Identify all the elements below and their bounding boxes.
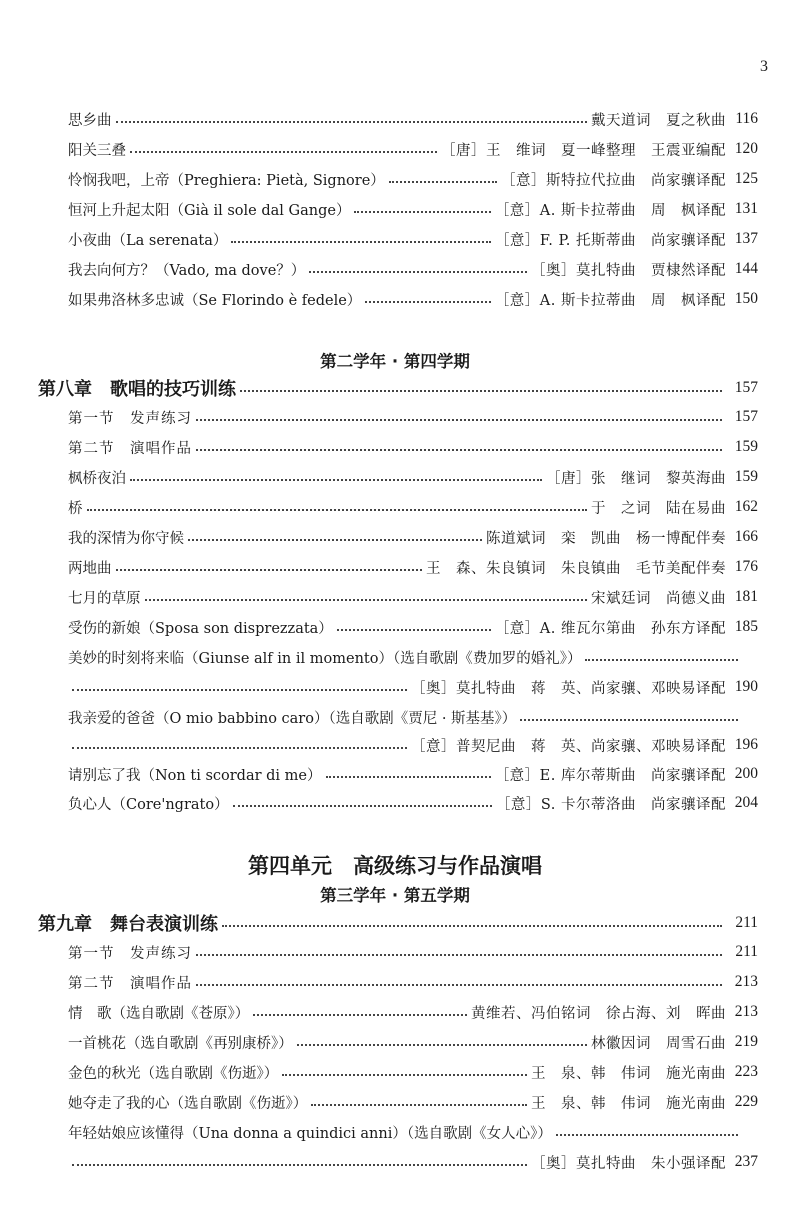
leader-dots: [326, 776, 491, 778]
entry-credit: ［意］E. 库尔蒂斯曲 尚家骧译配: [494, 767, 726, 784]
entry-credit: ［意］A. 维瓦尔第曲 孙东方译配: [494, 620, 726, 637]
entry-page: 131: [734, 200, 758, 217]
entry-title: 第二节 演唱作品: [68, 975, 192, 992]
toc-entry[interactable]: [68, 1090, 758, 1114]
entry-page: 229: [734, 1093, 758, 1110]
entry-title: 思乡曲: [68, 112, 112, 129]
entry-title: 枫桥夜泊: [68, 470, 126, 487]
entry-credit: 王 泉、韩 伟词 施光南曲: [531, 1065, 726, 1082]
entry-title: 我亲爱的爸爸（O mio babbino caro）（选自歌剧《贾尼 · 斯基基》）: [68, 710, 517, 727]
entry-page: 200: [734, 765, 758, 782]
entry-credit: ［意］斯特拉代拉曲 尚家骧译配: [501, 172, 726, 189]
entry-title: 我去向何方？（Vado, ma dove？）: [68, 262, 306, 279]
entry-page: 223: [734, 1063, 758, 1080]
entry-page: 159: [734, 438, 758, 455]
entry-credit: ［意］A. 斯卡拉蒂曲 周 枫译配: [494, 202, 726, 219]
entry-title: 年轻姑娘应该懂得（Una donna a quindici anni）（选自歌剧《女人心》）: [68, 1125, 552, 1142]
leader-dots: [585, 659, 738, 661]
leader-dots: [188, 539, 482, 541]
toc-entry[interactable]: [68, 1120, 758, 1144]
entry-page: 166: [734, 528, 758, 545]
entry-title: 我的深情为你守候: [68, 530, 184, 547]
page-number: 3: [760, 58, 768, 75]
entry-title: 怜悯我吧，上帝（Preghiera: Pietà, Signore）: [68, 172, 385, 189]
entry-page: 120: [734, 140, 758, 157]
entry-credit: ［奥］莫扎特曲 朱小强译配: [531, 1155, 726, 1172]
entry-page: 196: [734, 736, 758, 753]
entry-credit: ［唐］王 维词 夏一峰整理 王震亚编配: [441, 142, 726, 159]
entry-page: 181: [734, 588, 758, 605]
toc-entry[interactable]: [68, 762, 758, 786]
toc-entry-continuation[interactable]: [68, 675, 758, 699]
toc-entry[interactable]: [68, 137, 758, 161]
leader-dots: [556, 1134, 738, 1136]
entry-title: 第一节 发声练习: [68, 945, 192, 962]
entry-title: 桥: [68, 500, 83, 517]
leader-dots: [196, 419, 722, 421]
entry-page: 176: [734, 558, 758, 575]
entry-title: 负心人（Core'ngrato）: [68, 796, 229, 813]
entry-title: 小夜曲（La serenata）: [68, 232, 228, 249]
entry-title: 情 歌（选自歌剧《苍原》）: [68, 1005, 250, 1022]
entry-credit: 于 之词 陆在易曲: [591, 500, 726, 517]
leader-dots: [389, 181, 497, 183]
entry-title: 第一节 发声练习: [68, 410, 192, 427]
toc-entry[interactable]: [68, 107, 758, 131]
entry-credit: ［意］A. 斯卡拉蒂曲 周 枫译配: [494, 292, 726, 309]
toc-section[interactable]: [68, 940, 758, 964]
entry-page: 190: [734, 678, 758, 695]
entry-credit: ［意］S. 卡尔蒂洛曲 尚家骧译配: [495, 796, 726, 813]
entry-credit: ［意］F. P. 托斯蒂曲 尚家骧译配: [494, 232, 726, 249]
semester-heading: 第三学年 · 第五学期: [320, 886, 470, 905]
entry-page: 137: [734, 230, 758, 247]
entry-page: 204: [734, 794, 758, 811]
semester-heading: 第二学年 · 第四学期: [320, 352, 470, 371]
leader-dots: [231, 241, 491, 243]
entry-credit: 王 泉、韩 伟词 施光南曲: [531, 1095, 726, 1112]
toc-entry[interactable]: [68, 197, 758, 221]
entry-credit: 陈道斌词 栾 凯曲 杨一博配伴奏: [486, 530, 726, 547]
entry-page: 157: [734, 408, 758, 425]
entry-credit: 林徽因词 周雪石曲: [591, 1035, 726, 1052]
leader-dots: [196, 954, 722, 956]
leader-dots: [282, 1074, 527, 1076]
chapter-heading[interactable]: [38, 911, 758, 935]
chapter-title: 第八章 歌唱的技巧训练: [38, 379, 236, 400]
chapter-title: 第九章 舞台表演训练: [38, 914, 218, 935]
leader-dots: [233, 805, 492, 807]
leader-dots: [222, 925, 722, 927]
leader-dots: [196, 449, 722, 451]
toc-entry[interactable]: [68, 227, 758, 251]
leader-dots: [72, 1164, 527, 1166]
leader-dots: [365, 301, 490, 303]
toc-entry[interactable]: [68, 615, 758, 639]
toc-entry[interactable]: [68, 1030, 758, 1054]
entry-title: 金色的秋光（选自歌剧《伤逝》）: [68, 1065, 279, 1082]
toc-entry[interactable]: [68, 495, 758, 519]
leader-dots: [87, 509, 588, 511]
entry-page: 219: [734, 1033, 758, 1050]
toc-entry[interactable]: [68, 287, 758, 311]
leader-dots: [311, 1104, 527, 1106]
toc-entry[interactable]: [68, 705, 758, 729]
entry-page: 116: [735, 110, 758, 127]
toc-entry[interactable]: [68, 1060, 758, 1084]
leader-dots: [253, 1014, 467, 1016]
toc-entry[interactable]: [68, 1000, 758, 1024]
leader-dots: [337, 629, 491, 631]
entry-title: 第二节 演唱作品: [68, 440, 192, 457]
toc-section[interactable]: [68, 970, 758, 994]
leader-dots: [520, 719, 738, 721]
toc-entry-continuation[interactable]: [68, 1150, 758, 1174]
entry-title: 恒河上升起太阳（Già il sole dal Gange）: [68, 202, 351, 219]
entry-title: 一首桃花（选自歌剧《再别康桥》）: [68, 1035, 293, 1052]
toc-entry[interactable]: [68, 525, 758, 549]
leader-dots: [309, 271, 527, 273]
toc-entry[interactable]: [68, 257, 758, 281]
entry-credit: 王 森、朱良镇词 朱良镇曲 毛节美配伴奏: [426, 560, 726, 577]
entry-title: 她夺走了我的心（选自歌剧《伤逝》）: [68, 1095, 308, 1112]
leader-dots: [130, 151, 437, 153]
chapter-heading[interactable]: [38, 376, 758, 400]
entry-credit: 黄维若、冯伯铭词 徐占海、刘 晖曲: [471, 1005, 726, 1022]
entry-title: 美妙的时刻将来临（Giunse alf in il momento）（选自歌剧《费加罗的婚礼》）: [68, 650, 582, 667]
entry-page: 237: [734, 1153, 758, 1170]
chapter-page: 157: [734, 379, 758, 396]
entry-page: 125: [734, 170, 758, 187]
leader-dots: [72, 747, 407, 749]
toc-entry[interactable]: [68, 167, 758, 191]
toc-entry[interactable]: [68, 585, 758, 609]
toc-section[interactable]: [68, 435, 758, 459]
leader-dots: [297, 1044, 587, 1046]
entry-title: 两地曲: [68, 560, 112, 577]
entry-page: 213: [734, 973, 758, 990]
leader-dots: [116, 569, 423, 571]
entry-page: 150: [734, 290, 758, 307]
entry-page: 213: [734, 1003, 758, 1020]
toc-entry-continuation[interactable]: [68, 733, 758, 757]
leader-dots: [145, 599, 588, 601]
toc-entry[interactable]: [68, 555, 758, 579]
chapter-page: 211: [735, 914, 758, 931]
leader-dots: [72, 689, 407, 691]
leader-dots: [130, 479, 542, 481]
entry-page: 185: [734, 618, 758, 635]
toc-entry[interactable]: [68, 791, 758, 815]
entry-title: 请别忘了我（Non ti scordar di me）: [68, 767, 322, 784]
leader-dots: [196, 984, 722, 986]
entry-page: 159: [734, 468, 758, 485]
entry-page: 144: [734, 260, 758, 277]
leader-dots: [116, 121, 588, 123]
entry-credit: ［意］普契尼曲 蒋 英、尚家骧、邓映易译配: [411, 738, 726, 755]
entry-page: 211: [735, 943, 758, 960]
entry-title: 受伤的新娘（Sposa son disprezzata）: [68, 620, 333, 637]
entry-title: 阳关三叠: [68, 142, 126, 159]
unit-heading: 第四单元 高级练习与作品演唱: [248, 854, 542, 878]
entry-page: 162: [734, 498, 758, 515]
toc-section[interactable]: [68, 405, 758, 429]
entry-credit: 戴天道词 夏之秋曲: [591, 112, 726, 129]
entry-credit: ［唐］张 继词 黎英海曲: [546, 470, 726, 487]
toc-entry[interactable]: [68, 645, 758, 669]
entry-title: 七月的草原: [68, 590, 141, 607]
toc-entry[interactable]: [68, 465, 758, 489]
leader-dots: [354, 211, 490, 213]
entry-credit: 宋斌廷词 尚德义曲: [591, 590, 726, 607]
leader-dots: [240, 390, 722, 392]
entry-credit: ［奥］莫扎特曲 贾棣然译配: [531, 262, 726, 279]
entry-credit: ［奥］莫扎特曲 蒋 英、尚家骧、邓映易译配: [411, 680, 726, 697]
entry-title: 如果弗洛林多忠诚（Se Florindo è fedele）: [68, 292, 362, 309]
